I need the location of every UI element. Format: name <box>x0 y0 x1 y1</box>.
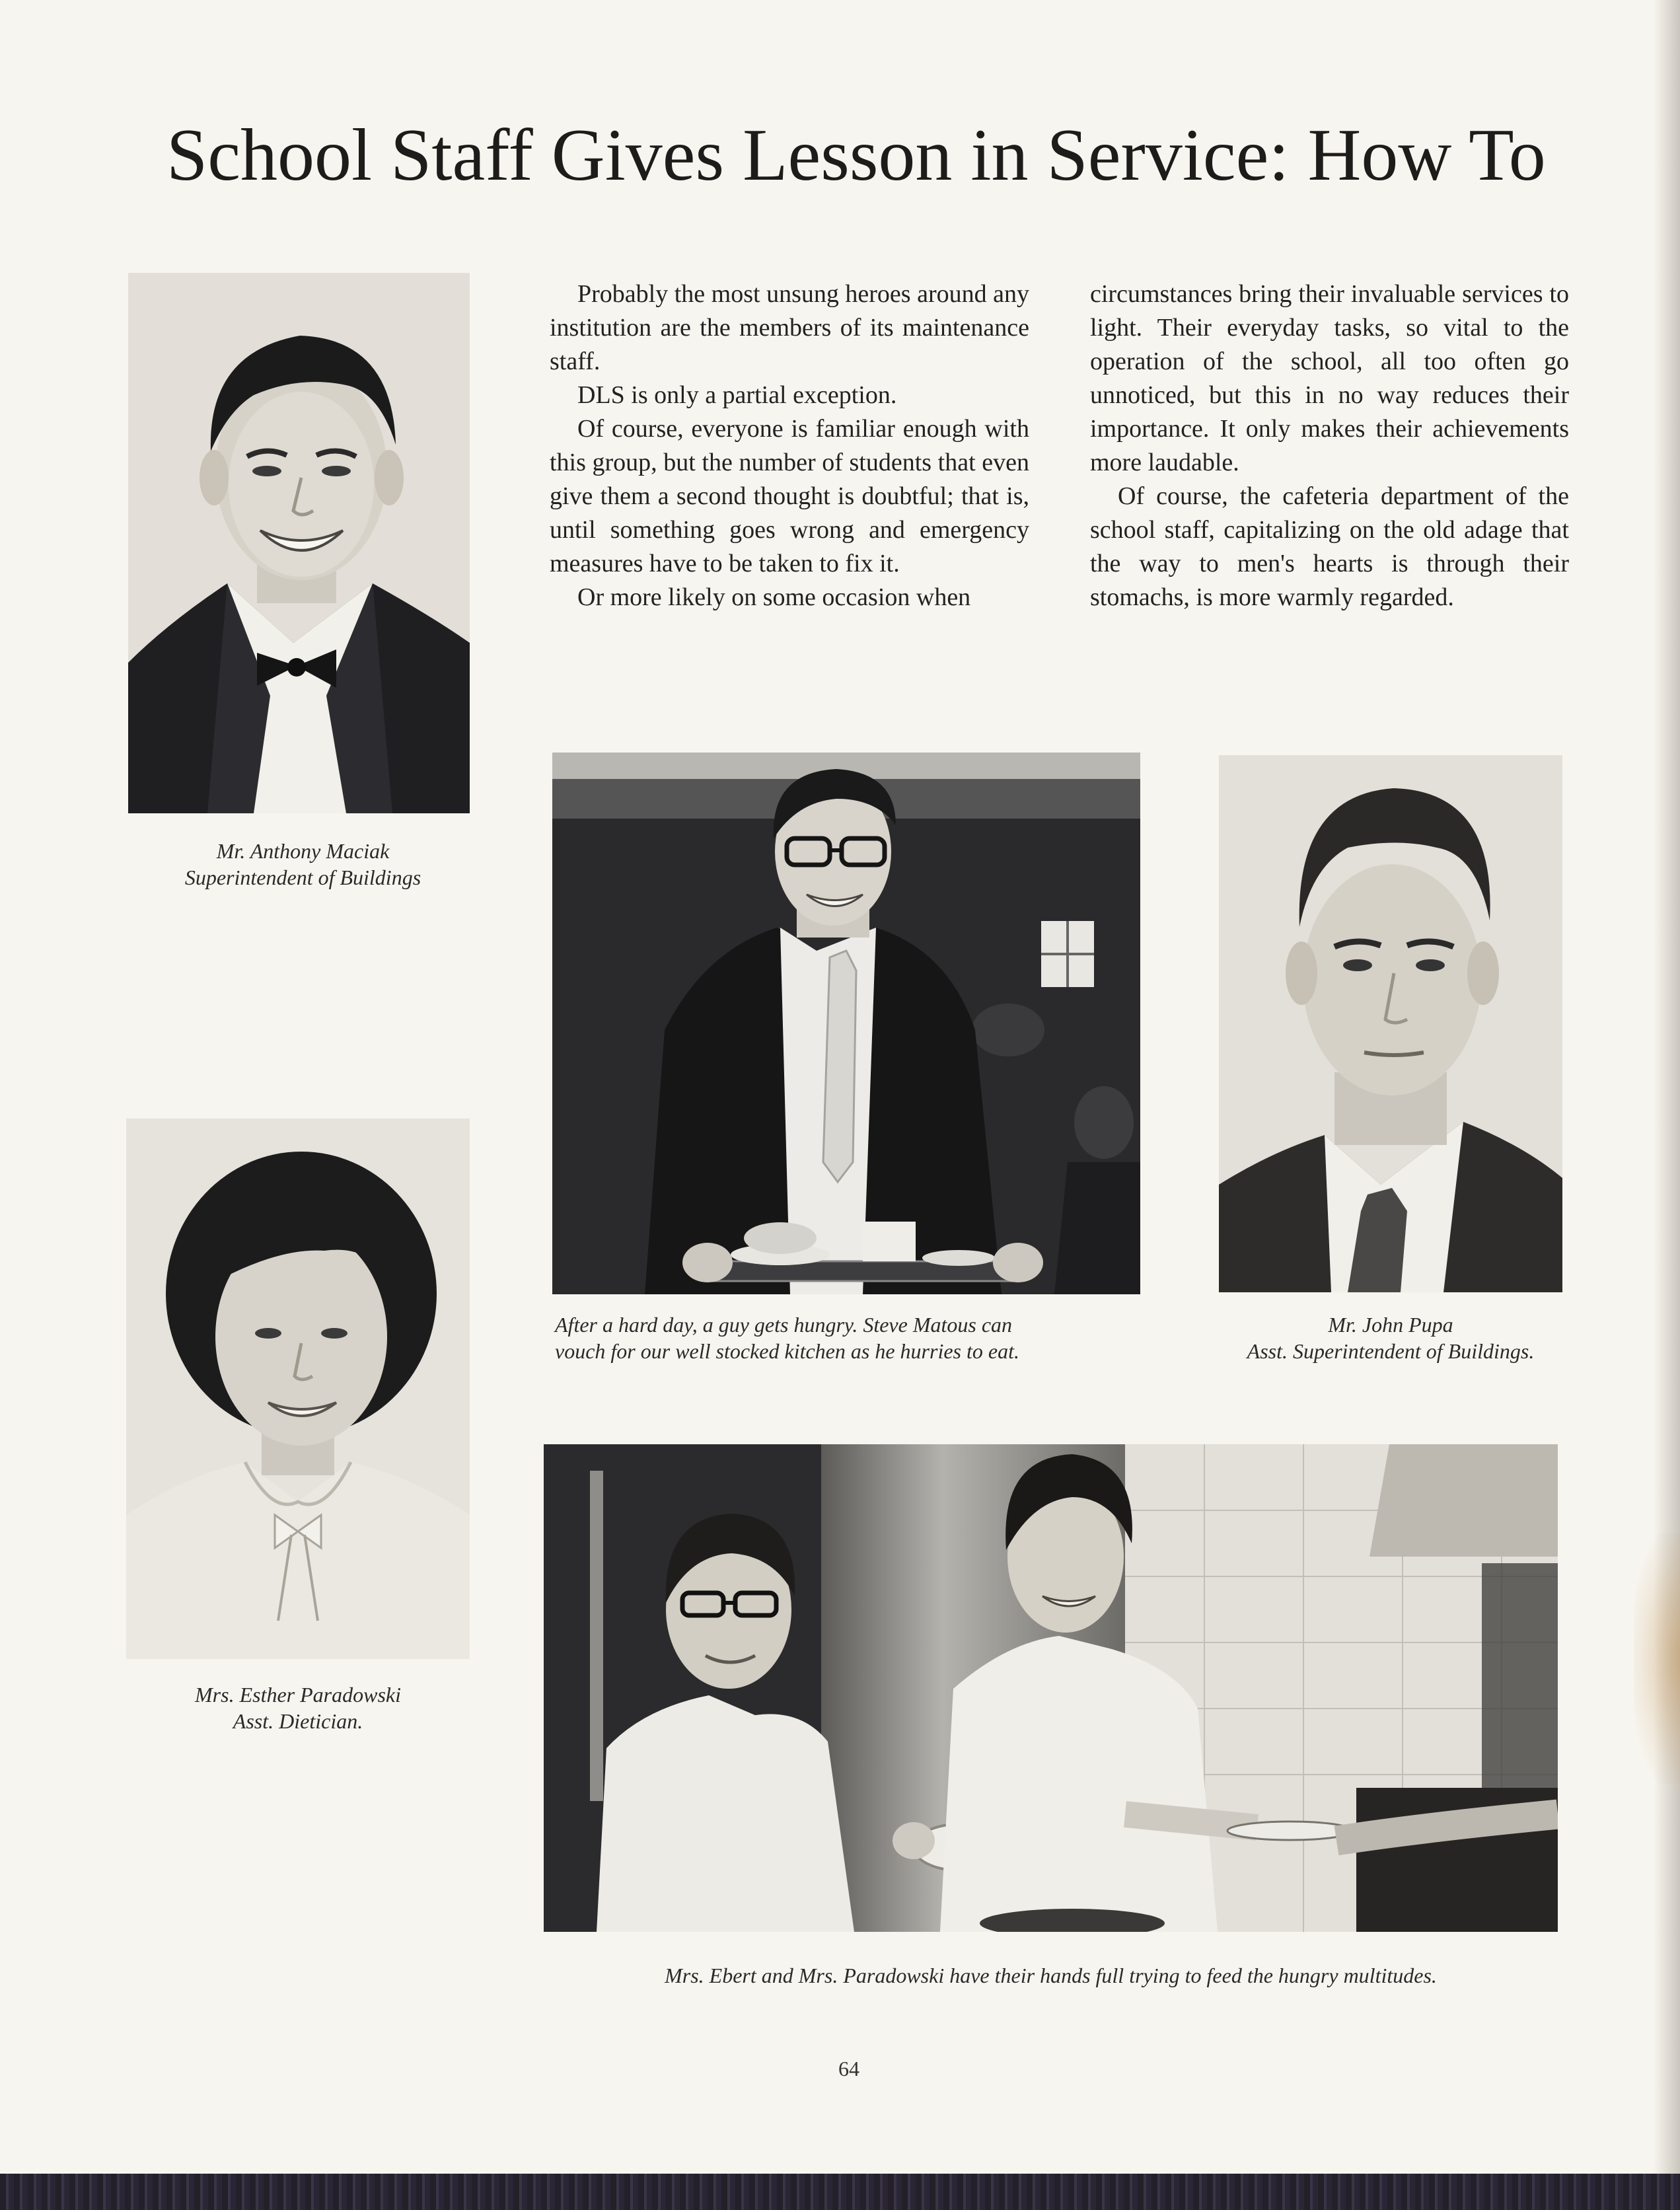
caption-pupa <box>1212 1311 1569 1364</box>
caption-title: Asst. Dietician. <box>233 1709 363 1733</box>
page-number: 64 <box>838 2057 859 2081</box>
caption-maciak <box>132 838 474 891</box>
caption-name: Mr. John Pupa <box>1328 1313 1453 1337</box>
portrait-photo-paradowski <box>126 1119 470 1659</box>
article-column-right <box>1090 277 1569 614</box>
article-paragraph: circumstances bring their invaluable services to light. Their everyday tasks, so vital to the operation of the school, all too often go unnoticed, but this in no way reduces their importance. It only makes their achievements more laudable. <box>1090 280 1569 476</box>
caption-name: Mr. Anthony Maciak <box>216 839 390 863</box>
caption-title: Superintendent of Buildings <box>184 866 421 889</box>
paper-stain <box>1634 1533 1680 1784</box>
caption-line: Mrs. Ebert and Mrs. Paradowski have their hands full trying to feed the hungry multitudes. <box>665 1964 1437 1987</box>
photo-kitchen-serving <box>544 1444 1558 1932</box>
article-paragraph: Or more likely on some occasion when <box>577 583 971 611</box>
page-title: School Staff Gives Lesson in Service: How To <box>166 114 1546 196</box>
article-paragraph: Of course, the cafeteria department of the school staff, capitalizing on the old adage that the way to men's hearts is through their stomachs, is more warmly regarded. <box>1090 482 1569 611</box>
photo-steve-matous <box>552 753 1140 1294</box>
article-column-left <box>550 277 1029 614</box>
portrait-photo-maciak <box>128 273 470 813</box>
article-paragraph: Of course, everyone is familiar enough with this group, but the number of students that even give them a second thought is doubtful; that is, until something goes wrong and emergency measures have to be taken to fix it. <box>550 415 1029 577</box>
article-paragraph: DLS is only a partial exception. <box>577 381 897 409</box>
article-paragraph: Probably the most unsung heroes around any institution are the members of its maintenance staff. <box>550 280 1029 375</box>
caption-line: After a hard day, a guy gets hungry. Steve Matous can <box>555 1313 1013 1337</box>
caption-line: vouch for our well stocked kitchen as he hurries to eat. <box>555 1339 1019 1363</box>
caption-matous <box>555 1311 1150 1364</box>
scan-border-strip <box>0 2174 1680 2210</box>
caption-title: Asst. Superintendent of Buildings. <box>1247 1339 1535 1363</box>
portrait-photo-pupa <box>1219 755 1562 1292</box>
caption-paradowski <box>126 1681 470 1734</box>
caption-name: Mrs. Esther Paradowski <box>195 1683 401 1707</box>
caption-kitchen <box>544 1962 1558 1989</box>
page-edge-shadow <box>1654 0 1680 2174</box>
